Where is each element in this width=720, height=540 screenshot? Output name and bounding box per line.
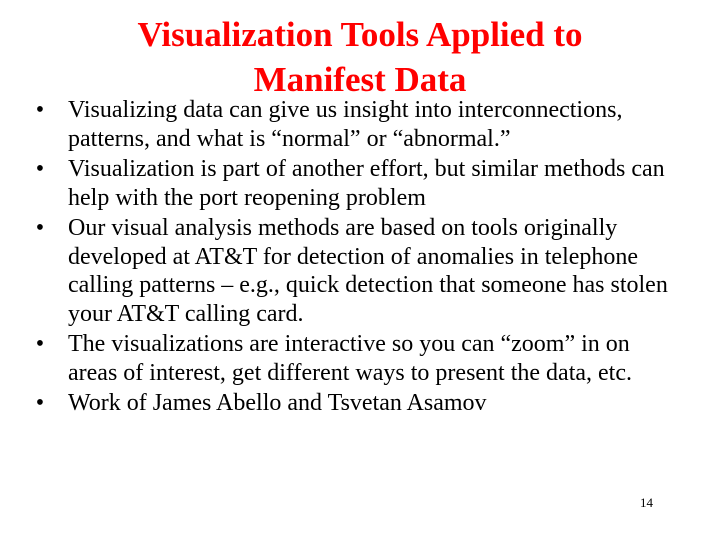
bullet-text: The visualizations are interactive so you can “zoom” in on areas of interest, get different ways to present the data, etc. (68, 331, 632, 386)
bullet-dot-icon: • (35, 331, 45, 357)
bullet-text: Visualization is part of another effort, but similar methods can help with the port reopening problem (68, 156, 665, 211)
bullet-item (30, 389, 680, 418)
bullet-dot-icon: • (35, 390, 45, 416)
bullet-list (30, 96, 680, 420)
bullet-text: Visualizing data can give us insight into interconnections, patterns, and what is “normal” or “abnormal.” (68, 97, 623, 152)
bullet-text: Our visual analysis methods are based on tools originally developed at AT&T for detection of anomalies in telephone calling patterns – e.g., quick detection that someone has stolen your AT&T calling card. (68, 215, 668, 327)
bullet-item (30, 155, 680, 212)
slide-title (60, 12, 660, 102)
bullet-item (30, 214, 680, 328)
slide-title-line-1: Visualization Tools Applied to (137, 15, 583, 54)
bullet-dot-icon: • (35, 97, 45, 123)
slide-title-line-2: Manifest Data (253, 60, 467, 99)
bullet-text: Work of James Abello and Tsvetan Asamov (68, 390, 487, 416)
bullet-item (30, 96, 680, 153)
bullet-dot-icon: • (35, 215, 45, 241)
bullet-dot-icon: • (35, 156, 45, 182)
bullet-item (30, 330, 680, 387)
page-number: 14 (640, 495, 653, 510)
